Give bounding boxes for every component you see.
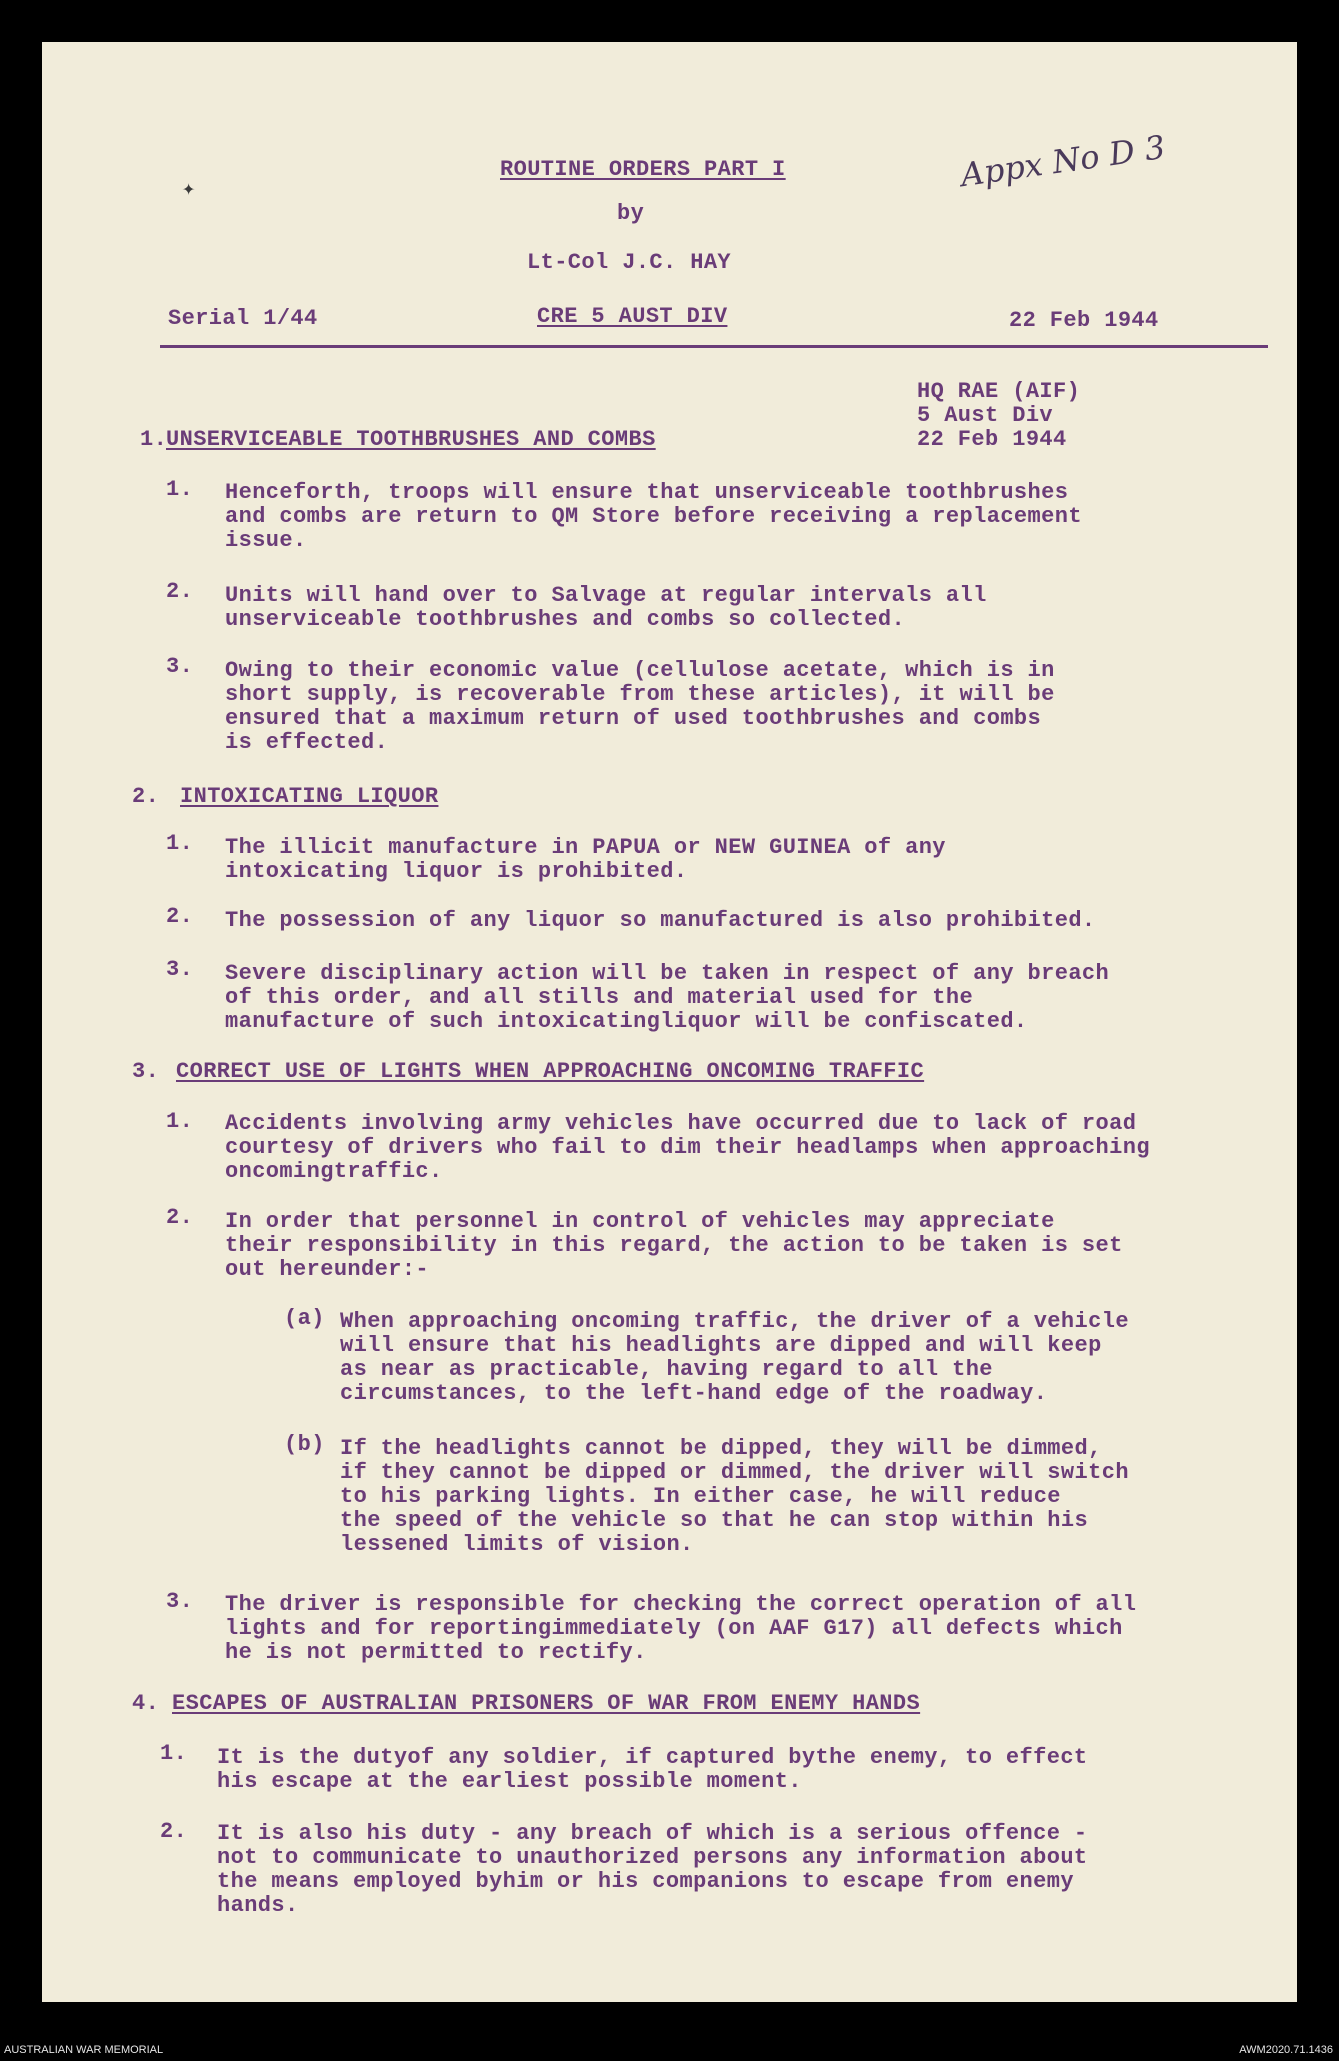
para-line: Units will hand over to Salvage at regular intervals all <box>225 583 987 608</box>
para-line: will ensure that his headlights are dipped and will keep <box>340 1333 1102 1358</box>
hq-line-2: 5 Aust Div <box>917 403 1054 428</box>
para-number: 3. <box>166 1589 194 1614</box>
para-line: In order that personnel in control of vehicles may appreciate <box>225 1209 1055 1234</box>
para-line: out hereunder:- <box>225 1257 430 1282</box>
para-line: intoxicating liquor is prohibited. <box>225 859 688 884</box>
para-line: the means employed byhim or his companions to escape from enemy <box>217 1869 1074 1894</box>
handwritten-annotation: Appx No D 3 <box>958 127 1168 195</box>
para-line: Severe disciplinary action will be taken in respect of any breach <box>225 961 1110 986</box>
para-line: is effected. <box>225 730 389 755</box>
footer-institution: AUSTRALIAN WAR MEMORIAL <box>4 2044 164 2056</box>
unit-name: CRE 5 AUST DIV <box>537 304 728 329</box>
para-line: If the headlights cannot be dipped, they will be dimmed, <box>340 1436 1102 1461</box>
para-line: Henceforth, troops will ensure that unserviceable toothbrushes <box>225 480 1069 505</box>
para-number: 3. <box>166 957 194 982</box>
para-line: and combs are return to QM Store before receiving a replacement <box>225 504 1082 529</box>
para-line: circumstances, to the left-hand edge of the roadway. <box>340 1381 1048 1406</box>
para-number: 1. <box>166 1109 194 1134</box>
para-number: 1. <box>166 831 194 856</box>
section-4-heading: ESCAPES OF AUSTRALIAN PRISONERS OF WAR FROM ENEMY HANDS <box>172 1691 921 1716</box>
para-line: courtesy of drivers who fail to dim their headlamps when approaching <box>225 1135 1150 1160</box>
para-line: as near as practicable, having regard to all the <box>340 1357 993 1382</box>
para-line: Accidents involving army vehicles have occurred due to lack of road <box>225 1111 1137 1136</box>
para-line: Owing to their economic value (cellulose acetate, which is in <box>225 658 1055 683</box>
by-line: by <box>617 201 645 226</box>
para-number: 2. <box>166 904 194 929</box>
document-title: ROUTINE ORDERS PART I <box>500 157 786 182</box>
para-line: It is also his duty - any breach of which is a serious offence - <box>217 1821 1088 1846</box>
serial-number: Serial 1/44 <box>168 306 318 331</box>
section-3-heading: CORRECT USE OF LIGHTS WHEN APPROACHING ONCOMING TRAFFIC <box>176 1059 925 1084</box>
para-line: The illicit manufacture in PAPUA or NEW GUINEA of any <box>225 835 946 860</box>
para-line: unserviceable toothbrushes and combs so collected. <box>225 607 906 632</box>
section-1-number: 1. <box>140 427 168 452</box>
section-2-heading: INTOXICATING LIQUOR <box>180 784 439 809</box>
subpara-label: (a) <box>284 1306 325 1331</box>
para-number: 1. <box>160 1741 188 1766</box>
para-line: to his parking lights. In either case, he will reduce <box>340 1484 1061 1509</box>
order-date: 22 Feb 1944 <box>1009 308 1159 333</box>
para-line: if they cannot be dipped or dimmed, the driver will switch <box>340 1460 1129 1485</box>
para-line: It is the dutyof any soldier, if captured bythe enemy, to effect <box>217 1745 1088 1770</box>
para-line: lessened limits of vision. <box>340 1532 694 1557</box>
para-number: 1. <box>166 477 194 502</box>
para-line: issue. <box>225 528 307 553</box>
section-3-number: 3. <box>132 1059 160 1084</box>
para-line: his escape at the earliest possible moment. <box>217 1769 802 1794</box>
para-number: 3. <box>166 654 194 679</box>
para-line: hands. <box>217 1893 299 1918</box>
para-number: 2. <box>166 1205 194 1230</box>
para-line: short supply, is recoverable from these articles), it will be <box>225 682 1055 707</box>
para-line: The possession of any liquor so manufactured is also prohibited. <box>225 908 1096 933</box>
para-line: lights and for reportingimmediately (on AAF G17) all defects which <box>225 1616 1123 1641</box>
officer-name: Lt-Col J.C. HAY <box>527 250 732 275</box>
footer-accession-number: AWM2020.71.1436 <box>1239 2044 1333 2056</box>
para-line: not to communicate to unauthorized persons any information about <box>217 1845 1088 1870</box>
pin-hole-mark: ✦ <box>182 177 196 202</box>
hq-line-3: 22 Feb 1944 <box>917 427 1067 452</box>
section-2-number: 2. <box>132 784 160 809</box>
para-line: of this order, and all stills and material used for the <box>225 985 974 1010</box>
para-line: manufacture of such intoxicatingliquor will be confiscated. <box>225 1009 1028 1034</box>
subpara-label: (b) <box>284 1432 325 1457</box>
section-4-number: 4. <box>132 1691 160 1716</box>
para-number: 2. <box>160 1819 188 1844</box>
header-divider <box>160 345 1268 348</box>
para-number: 2. <box>166 579 194 604</box>
section-1-heading: UNSERVICEABLE TOOTHBRUSHES AND COMBS <box>166 427 656 452</box>
hq-line-1: HQ RAE (AIF) <box>917 379 1081 404</box>
para-line: ensured that a maximum return of used toothbrushes and combs <box>225 706 1042 731</box>
para-line: oncomingtraffic. <box>225 1159 443 1184</box>
para-line: the speed of the vehicle so that he can stop within his <box>340 1508 1089 1533</box>
para-line: When approaching oncoming traffic, the driver of a vehicle <box>340 1309 1129 1334</box>
para-line: their responsibility in this regard, the action to be taken is set <box>225 1233 1123 1258</box>
para-line: The driver is responsible for checking the correct operation of all <box>225 1592 1137 1617</box>
para-line: he is not permitted to rectify. <box>225 1640 647 1665</box>
